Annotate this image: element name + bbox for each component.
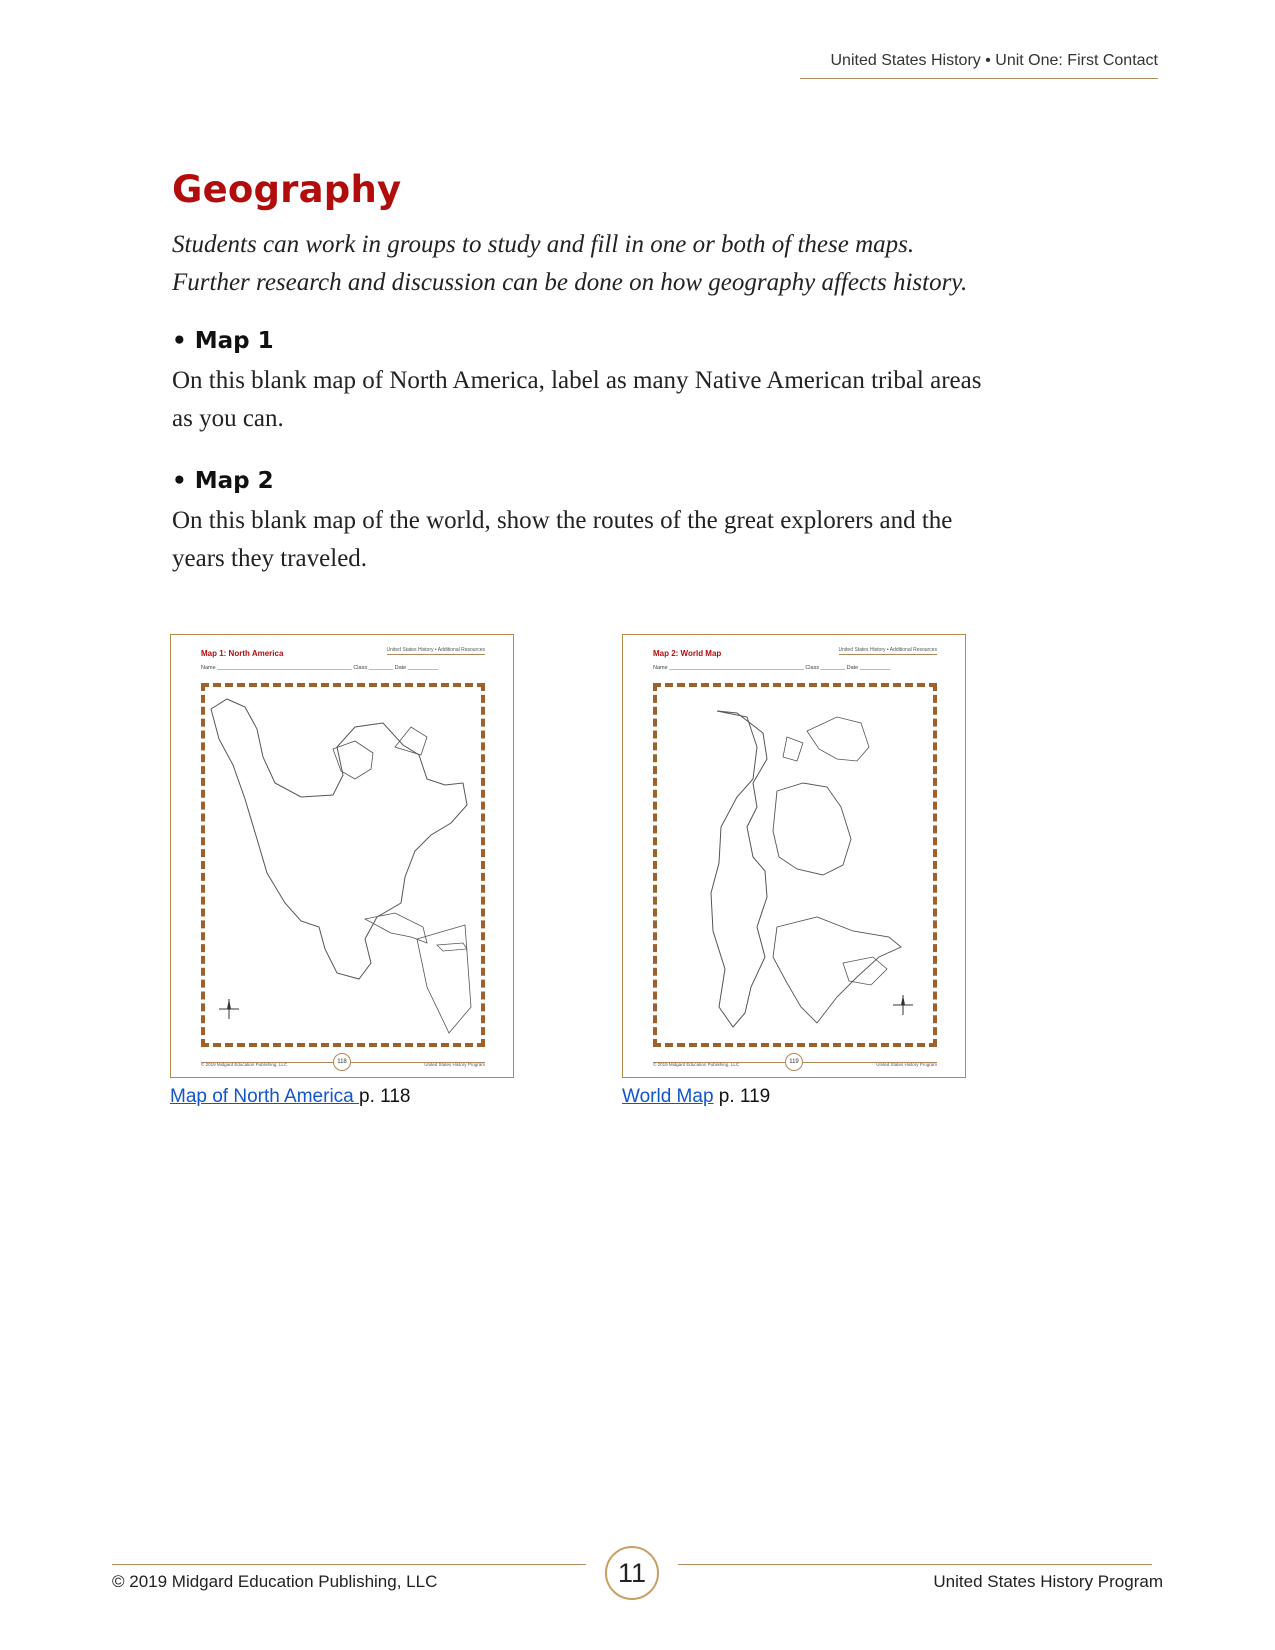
thumb-footer-left: © 2019 Midgard Education Publishing, LLC bbox=[653, 1062, 740, 1067]
footer-program: United States History Program bbox=[933, 1572, 1163, 1591]
thumb-page-number: 118 bbox=[333, 1053, 351, 1071]
footer-rule-left bbox=[112, 1564, 586, 1565]
thumb-subtitle: United States History • Additional Resources bbox=[838, 647, 937, 653]
world-map-icon bbox=[657, 687, 933, 1043]
thumb-name-line: Name ____________________________________________ Class ________ Date __________ bbox=[201, 665, 439, 671]
map-of-north-america-link[interactable]: Map of North America bbox=[170, 1086, 360, 1107]
thumb-page-number: 119 bbox=[785, 1053, 803, 1071]
thumb-footer-right: United States History Program bbox=[876, 1062, 937, 1067]
map-2-heading: • Map 2 bbox=[172, 468, 274, 494]
thumb-title: Map 1: North America bbox=[201, 649, 284, 658]
map-2-caption bbox=[622, 1086, 770, 1108]
map-frame bbox=[653, 683, 937, 1047]
compass-rose-icon bbox=[893, 995, 913, 1015]
page-title: Geography bbox=[172, 168, 402, 211]
map-2-instructions: On this blank map of the world, show the routes of the great explorers and the years they traveled. bbox=[172, 507, 953, 572]
thumb-footer-left: © 2019 Midgard Education Publishing, LLC bbox=[201, 1062, 288, 1067]
map-frame bbox=[201, 683, 485, 1047]
map-1-heading: • Map 1 bbox=[172, 328, 274, 354]
map-2-thumbnail[interactable] bbox=[622, 634, 966, 1078]
compass-rose-icon bbox=[219, 999, 239, 1019]
map-1-page-ref: p. 118 bbox=[359, 1086, 411, 1107]
running-head: United States History • Unit One: First Contact bbox=[800, 52, 1158, 79]
page-number: 11 bbox=[605, 1546, 659, 1600]
map-2-page-ref: p. 119 bbox=[713, 1086, 771, 1107]
world-map-link[interactable]: World Map bbox=[622, 1086, 714, 1107]
map-1-caption bbox=[170, 1086, 410, 1108]
thumb-title: Map 2: World Map bbox=[653, 649, 722, 658]
intro-text: Students can work in groups to study and fill in one or both of these maps. Further research and discussion can be done on how geography affects history. bbox=[172, 231, 968, 296]
footer-copyright: © 2019 Midgard Education Publishing, LLC bbox=[112, 1572, 438, 1591]
footer-rule-right bbox=[678, 1564, 1152, 1565]
map-1-thumbnail[interactable] bbox=[170, 634, 514, 1078]
north-america-map-icon bbox=[205, 687, 481, 1043]
thumb-footer-right: United States History Program bbox=[424, 1062, 485, 1067]
thumb-name-line: Name ____________________________________________ Class ________ Date __________ bbox=[653, 665, 891, 671]
map-1-instructions: On this blank map of North America, label as many Native American tribal areas as you can. bbox=[172, 367, 982, 432]
thumb-subtitle: United States History • Additional Resources bbox=[386, 647, 485, 653]
